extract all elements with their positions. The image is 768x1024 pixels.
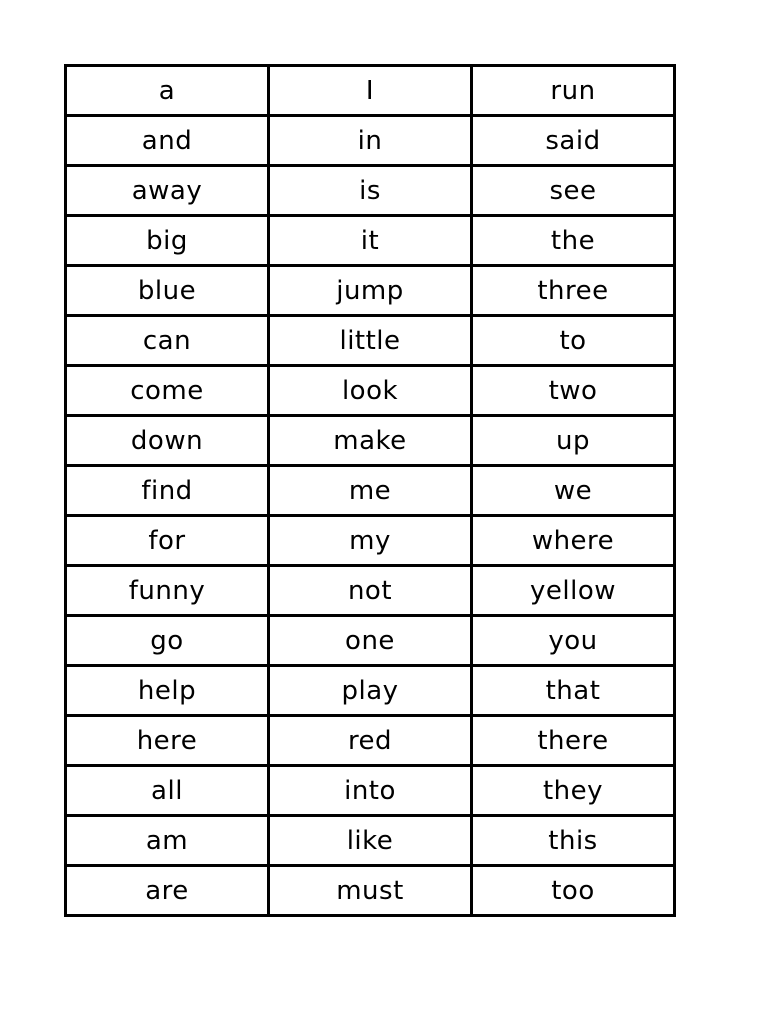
table-row	[66, 566, 675, 616]
sight-word-cell: can	[66, 316, 269, 366]
sight-word-cell: see	[472, 166, 675, 216]
sight-word-cell: play	[269, 666, 472, 716]
table-row	[66, 166, 675, 216]
sight-word-cell: find	[66, 466, 269, 516]
table-row	[66, 816, 675, 866]
sight-word-cell: that	[472, 666, 675, 716]
table-row	[66, 216, 675, 266]
sight-word-cell: not	[269, 566, 472, 616]
table-row	[66, 66, 675, 116]
sight-word-cell: me	[269, 466, 472, 516]
sight-word-cell: down	[66, 416, 269, 466]
table-row	[66, 366, 675, 416]
sight-word-cell: away	[66, 166, 269, 216]
sight-word-cell: said	[472, 116, 675, 166]
sight-word-cell: into	[269, 766, 472, 816]
sight-word-cell: two	[472, 366, 675, 416]
sight-word-cell: must	[269, 866, 472, 916]
table-row	[66, 666, 675, 716]
sight-word-cell: all	[66, 766, 269, 816]
sight-word-cell: you	[472, 616, 675, 666]
sight-word-cell: the	[472, 216, 675, 266]
table-row	[66, 266, 675, 316]
sight-word-cell: this	[472, 816, 675, 866]
sight-word-cell: big	[66, 216, 269, 266]
sight-word-cell: come	[66, 366, 269, 416]
sight-word-cell: red	[269, 716, 472, 766]
sight-word-cell: it	[269, 216, 472, 266]
sight-word-cell: I	[269, 66, 472, 116]
table-row	[66, 516, 675, 566]
sight-word-cell: for	[66, 516, 269, 566]
sight-word-cell: my	[269, 516, 472, 566]
sight-word-cell: yellow	[472, 566, 675, 616]
sight-word-table	[64, 64, 676, 917]
sight-word-cell: are	[66, 866, 269, 916]
sight-word-cell: here	[66, 716, 269, 766]
sight-word-cell: a	[66, 66, 269, 116]
table-row	[66, 766, 675, 816]
sight-word-cell: we	[472, 466, 675, 516]
sight-word-cell: run	[472, 66, 675, 116]
table-row	[66, 316, 675, 366]
sight-word-cell: one	[269, 616, 472, 666]
sight-word-cell: where	[472, 516, 675, 566]
sight-word-table-body	[66, 66, 675, 916]
sight-word-cell: too	[472, 866, 675, 916]
sight-word-cell: there	[472, 716, 675, 766]
sight-word-cell: they	[472, 766, 675, 816]
table-row	[66, 866, 675, 916]
sight-word-cell: go	[66, 616, 269, 666]
sight-word-cell: like	[269, 816, 472, 866]
table-row	[66, 716, 675, 766]
sight-word-cell: three	[472, 266, 675, 316]
sight-word-cell: and	[66, 116, 269, 166]
sight-word-cell: in	[269, 116, 472, 166]
table-row	[66, 466, 675, 516]
sight-word-cell: is	[269, 166, 472, 216]
sight-word-cell: funny	[66, 566, 269, 616]
sight-word-cell: help	[66, 666, 269, 716]
sight-word-cell: make	[269, 416, 472, 466]
sight-word-cell: little	[269, 316, 472, 366]
sight-word-cell: up	[472, 416, 675, 466]
sight-word-cell: blue	[66, 266, 269, 316]
sight-word-cell: jump	[269, 266, 472, 316]
sight-word-cell: look	[269, 366, 472, 416]
table-row	[66, 616, 675, 666]
sight-word-cell: am	[66, 816, 269, 866]
table-row	[66, 416, 675, 466]
table-row	[66, 116, 675, 166]
sight-word-cell: to	[472, 316, 675, 366]
